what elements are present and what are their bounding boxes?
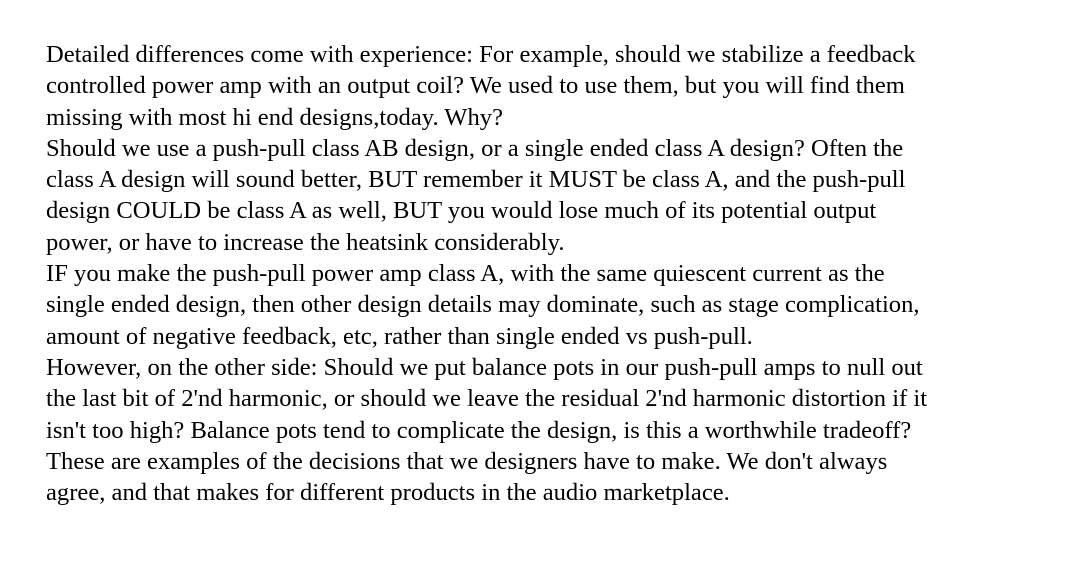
text-line: single ended design, then other design details may dominate, such as stage complication,: [46, 291, 920, 319]
text-line: controlled power amp with an output coil? We used to use them, but you will find them: [46, 72, 905, 100]
document-body: [46, 39, 1046, 508]
text-line: missing with most hi end designs,today. Why?: [46, 103, 504, 131]
text-line: However, on the other side: Should we put balance pots in our push-pull amps to null out: [46, 353, 923, 381]
text-line: agree, and that makes for different products in the audio marketplace.: [46, 479, 730, 507]
text-line: class A design will sound better, BUT remember it MUST be class A, and the push-pull: [46, 166, 906, 194]
text-line: These are examples of the decisions that we designers have to make. We don't always: [46, 447, 888, 475]
text-line: isn't too high? Balance pots tend to complicate the design, is this a worthwhile tradeoff?: [46, 416, 912, 444]
text-line: design COULD be class A as well, BUT you would lose much of its potential output: [46, 197, 877, 225]
text-line: amount of negative feedback, etc, rather than single ended vs push-pull.: [46, 322, 753, 350]
text-line: the last bit of 2'nd harmonic, or should we leave the residual 2'nd harmonic distortion if it: [46, 385, 928, 413]
text-line: IF you make the push-pull power amp class A, with the same quiescent current as the: [46, 260, 885, 288]
text-line: Should we use a push-pull class AB design, or a single ended class A design? Often the: [46, 134, 904, 162]
text-line: power, or have to increase the heatsink considerably.: [46, 228, 565, 256]
text-line: Detailed differences come with experience: For example, should we stabilize a feedback: [46, 41, 916, 68]
